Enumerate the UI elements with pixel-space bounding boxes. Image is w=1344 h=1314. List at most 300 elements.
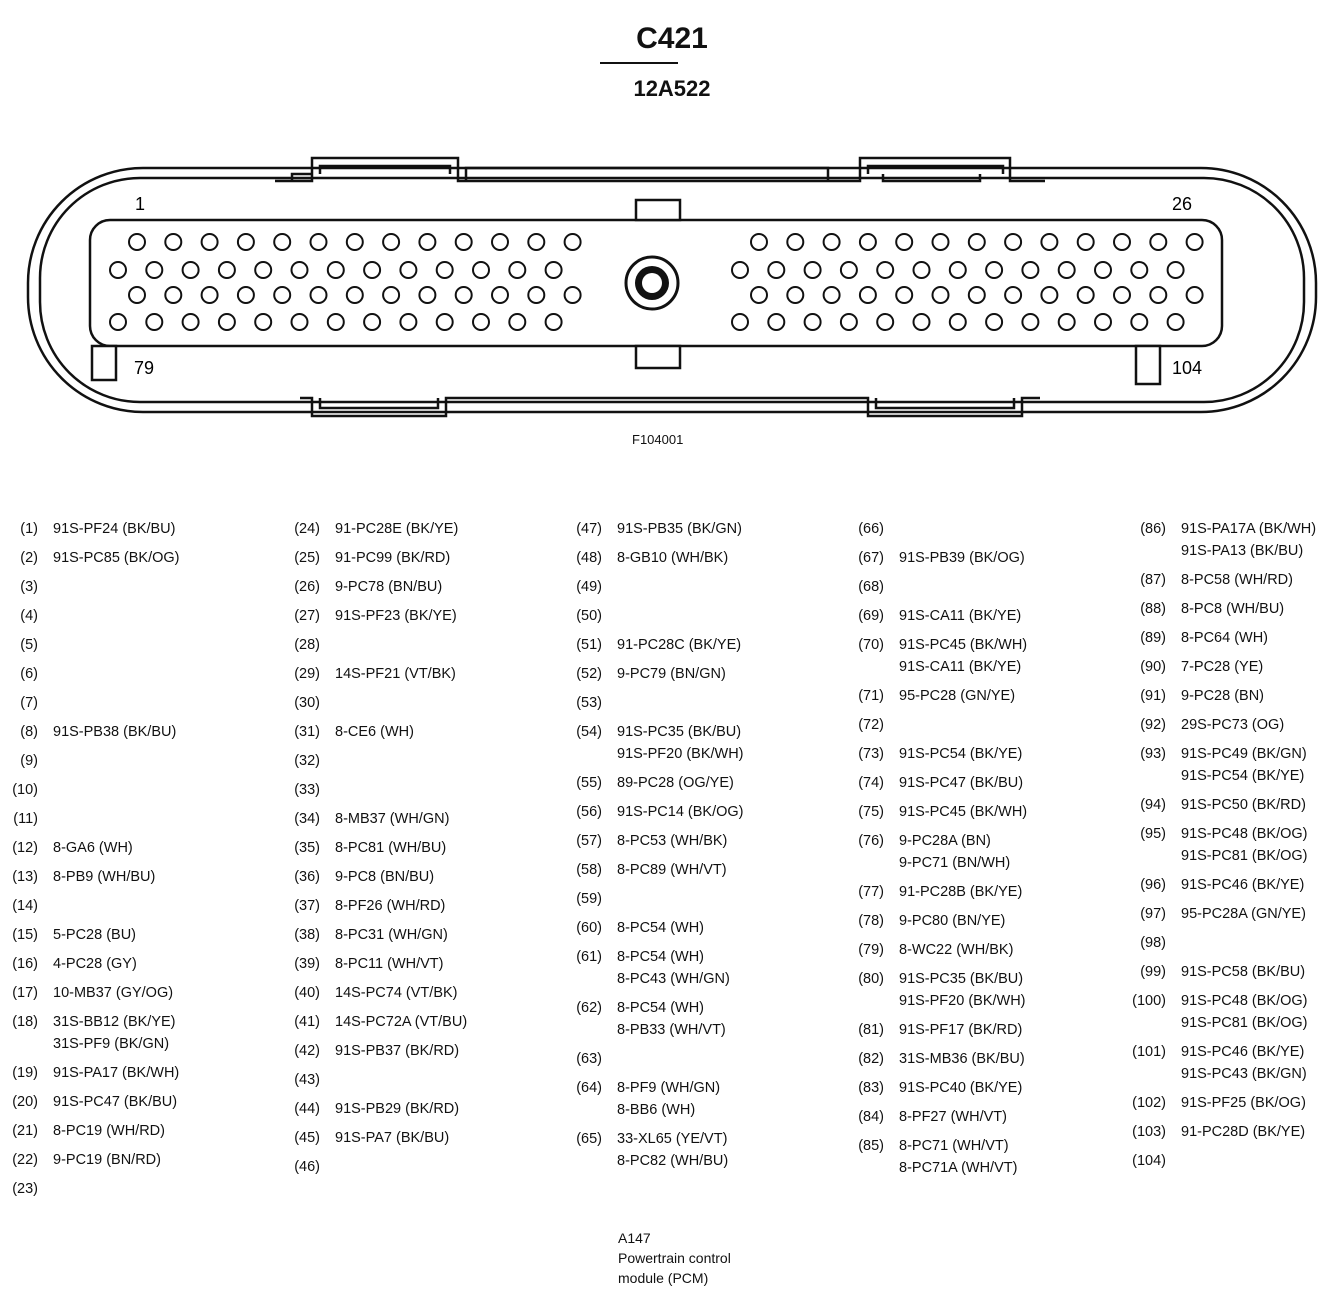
pin-hole — [1041, 234, 1057, 250]
pin-row — [0, 605, 180, 627]
pin-number: (54) — [576, 724, 602, 740]
pin-wires — [1181, 518, 1316, 562]
pin-hole — [1095, 262, 1111, 278]
pin-wires — [53, 866, 155, 888]
pin-number: (1) — [20, 521, 38, 537]
pin-row — [564, 859, 744, 881]
pin-number: (62) — [576, 1000, 602, 1016]
pin-number: (56) — [576, 804, 602, 820]
pin-row — [282, 895, 467, 917]
wire-circuit: 91S-PC50 (BK/RD) — [1181, 797, 1306, 813]
pin-number: (73) — [858, 746, 884, 762]
wire-circuit: 8-MB37 (WH/GN) — [335, 811, 450, 827]
pin-row — [846, 605, 1027, 627]
pin-row — [0, 779, 180, 801]
pin-number: (59) — [576, 891, 602, 907]
pin-wires — [899, 772, 1023, 794]
pin-row — [846, 685, 1027, 707]
pin-wires — [899, 1048, 1025, 1070]
pin-number: (11) — [13, 811, 38, 827]
pin-row — [1126, 518, 1316, 562]
wire-circuit: 9-PC19 (BN/RD) — [53, 1152, 161, 1168]
pin-row — [1126, 569, 1316, 591]
pin-number: (44) — [294, 1101, 320, 1117]
pin-row — [846, 1135, 1027, 1179]
pin-hole — [165, 287, 181, 303]
pin-wires — [335, 924, 448, 946]
pin-wires — [617, 997, 726, 1041]
wire-circuit: 91S-PC81 (BK/OG) — [1181, 848, 1308, 864]
pin-number: (35) — [294, 840, 320, 856]
pin-row — [282, 982, 467, 1004]
pin-hole — [546, 314, 562, 330]
pin-wires — [1181, 743, 1307, 787]
pin-row — [564, 663, 744, 685]
pin-hole — [1041, 287, 1057, 303]
pin-hole — [328, 314, 344, 330]
wire-circuit: 8-PC53 (WH/BK) — [617, 833, 728, 849]
pin-wires — [335, 1040, 459, 1062]
title-underline — [600, 62, 678, 64]
pin-hole — [914, 314, 930, 330]
wire-circuit: 8-PF26 (WH/RD) — [335, 898, 446, 914]
pin-hole — [751, 234, 767, 250]
pin-number: (15) — [12, 927, 38, 943]
pin-row — [1126, 656, 1316, 678]
pin-row — [846, 1106, 1027, 1128]
pin-row — [564, 997, 744, 1041]
pin-wires — [899, 547, 1025, 569]
pin-number: (60) — [576, 920, 602, 936]
pin-row — [846, 801, 1027, 823]
pin-row — [846, 1019, 1027, 1041]
pin-row — [846, 939, 1027, 961]
pin-number: (65) — [576, 1131, 602, 1147]
pin-wires — [617, 859, 727, 881]
pin-number: (3) — [20, 579, 38, 595]
connector-face-diagram — [0, 150, 1344, 420]
pin-wires — [1181, 874, 1304, 896]
wire-circuit: 8-PC19 (WH/RD) — [53, 1123, 165, 1139]
wire-circuit: 95-PC28A (GN/YE) — [1181, 906, 1306, 922]
pin-number: (97) — [1140, 906, 1166, 922]
wire-circuit: 91-PC28C (BK/YE) — [617, 637, 742, 653]
pin-wires — [1181, 714, 1284, 736]
pin-hole — [751, 287, 767, 303]
wire-circuit: 14S-PC72A (VT/BU) — [335, 1014, 468, 1030]
pin-number: (64) — [576, 1080, 602, 1096]
pin-number: (12) — [12, 840, 38, 856]
pin-hole — [1005, 234, 1021, 250]
pin-number: (78) — [858, 913, 884, 929]
pin-wires — [335, 808, 449, 830]
pin-wires — [1181, 656, 1263, 678]
wire-circuit: 91S-PF17 (BK/RD) — [899, 1022, 1023, 1038]
pin-number: (69) — [858, 608, 884, 624]
pin-row — [846, 714, 1027, 736]
pin-number: (26) — [294, 579, 320, 595]
pin-wires — [335, 866, 434, 888]
pin-row — [564, 830, 744, 852]
wire-circuit: 91-PC28D (BK/YE) — [1181, 1124, 1306, 1140]
pin-row — [282, 721, 467, 743]
pin-number: (89) — [1140, 630, 1166, 646]
pinout-column — [846, 518, 1027, 1186]
pin-number: (58) — [576, 862, 602, 878]
pin-number: (63) — [576, 1051, 602, 1067]
pin-hole — [841, 262, 857, 278]
wire-circuit: 8-PB33 (WH/VT) — [617, 1022, 726, 1038]
pin-hole — [492, 287, 508, 303]
wire-circuit: 91S-PB37 (BK/RD) — [335, 1043, 460, 1059]
pin-row — [0, 895, 180, 917]
pin-hole — [437, 262, 453, 278]
pin-hole — [311, 287, 327, 303]
pin-row — [0, 924, 180, 946]
pin-number: (41) — [294, 1014, 320, 1030]
wire-circuit: 14S-PF21 (VT/BK) — [335, 666, 456, 682]
pin-wires — [899, 605, 1021, 627]
pin-row — [0, 750, 180, 772]
pin-hole — [1168, 262, 1184, 278]
figure-id: F104001 — [632, 432, 684, 447]
pin-row — [846, 968, 1027, 1012]
wire-circuit: 8-BB6 (WH) — [617, 1102, 696, 1118]
pin-row — [1126, 598, 1316, 620]
pin-number: (102) — [1132, 1095, 1166, 1111]
pin-row — [1126, 1092, 1316, 1114]
wire-circuit: 7-PC28 (YE) — [1181, 659, 1264, 675]
pin-number: (38) — [294, 927, 320, 943]
pin-wires — [335, 1011, 467, 1033]
pin-hole — [1150, 234, 1166, 250]
pin-row — [564, 946, 744, 990]
pin-row — [1126, 627, 1316, 649]
pin-hole — [328, 262, 344, 278]
pin-hole — [1005, 287, 1021, 303]
pin-row — [282, 576, 467, 598]
pin-row — [0, 721, 180, 743]
pin-number: (10) — [12, 782, 38, 798]
wire-circuit: 91S-PF20 (BK/WH) — [617, 746, 744, 762]
pin-number: (55) — [576, 775, 602, 791]
wire-circuit: 91S-PC85 (BK/OG) — [53, 550, 180, 566]
pin-wires — [53, 1149, 161, 1171]
pin-row — [1126, 685, 1316, 707]
pin-wires — [1181, 598, 1284, 620]
pin-number: (66) — [858, 521, 884, 537]
pin-number: (8) — [20, 724, 38, 740]
pin-wires — [1181, 903, 1306, 925]
module-name-line1: Powertrain control — [618, 1250, 731, 1266]
pin-row — [1126, 794, 1316, 816]
pin-row — [0, 837, 180, 859]
pin-row — [282, 837, 467, 859]
pin-hole — [914, 262, 930, 278]
pin-number: (61) — [576, 949, 602, 965]
pin-wires — [335, 663, 456, 685]
wire-circuit: 10-MB37 (GY/OG) — [53, 985, 174, 1001]
module-ref: A147 — [618, 1230, 651, 1246]
pin-wires — [617, 634, 741, 656]
pin-wires — [1181, 990, 1308, 1034]
pin-row — [0, 808, 180, 830]
wire-circuit: 8-PB9 (WH/BU) — [53, 869, 156, 885]
wire-circuit: 91S-CA11 (BK/YE) — [899, 608, 1022, 624]
pin-number: (72) — [858, 717, 884, 733]
pin-wires — [899, 1135, 1017, 1179]
pin-row — [1126, 961, 1316, 983]
pin-hole — [841, 314, 857, 330]
pin-number: (43) — [294, 1072, 320, 1088]
pin-hole — [565, 287, 581, 303]
wire-circuit: 91S-PC45 (BK/WH) — [899, 637, 1028, 653]
pin-hole — [492, 234, 508, 250]
pin-hole — [969, 234, 985, 250]
pin-number: (50) — [576, 608, 602, 624]
pin-wires — [899, 801, 1027, 823]
pin-hole — [877, 262, 893, 278]
wire-circuit: 91S-PC54 (BK/YE) — [899, 746, 1023, 762]
pin-number: (57) — [576, 833, 602, 849]
pin-number: (24) — [294, 521, 320, 537]
pin-hole — [986, 314, 1002, 330]
pin-number: (30) — [294, 695, 320, 711]
pin-hole — [1078, 234, 1094, 250]
pin-number: (83) — [858, 1080, 884, 1096]
pin-hole — [933, 287, 949, 303]
pin-hole — [860, 234, 876, 250]
pin-row — [846, 743, 1027, 765]
pin-number: (37) — [294, 898, 320, 914]
pin-number: (6) — [20, 666, 38, 682]
pin-hole — [1022, 314, 1038, 330]
pin-hole — [219, 262, 235, 278]
wire-circuit: 14S-PC74 (VT/BK) — [335, 985, 458, 1001]
pin-wires — [617, 801, 744, 823]
pin-row — [282, 518, 467, 540]
pin-number: (94) — [1140, 797, 1166, 813]
pin-hole — [202, 287, 218, 303]
pin-hole — [1187, 287, 1203, 303]
pin-row — [1126, 743, 1316, 787]
pin-row — [282, 1069, 467, 1091]
pin-row — [564, 721, 744, 765]
pinout-column — [1126, 518, 1316, 1179]
wire-circuit: 91S-PC54 (BK/YE) — [1181, 768, 1305, 784]
pin-row — [0, 1091, 180, 1113]
pin-row — [282, 866, 467, 888]
wire-circuit: 8-PC58 (WH/RD) — [1181, 572, 1293, 588]
wire-circuit: 91S-PB38 (BK/BU) — [53, 724, 177, 740]
pin-wires — [335, 982, 458, 1004]
pin-number: (36) — [294, 869, 320, 885]
pin-hole — [400, 262, 416, 278]
pin-row — [282, 808, 467, 830]
pin-hole — [419, 287, 435, 303]
wire-circuit: 91S-PC46 (BK/YE) — [1181, 1044, 1305, 1060]
pin-hole — [311, 234, 327, 250]
pin-number: (76) — [858, 833, 884, 849]
pin-wires — [335, 953, 444, 975]
pin-row — [1126, 1121, 1316, 1143]
pin-row — [564, 692, 744, 714]
pin-number: (19) — [12, 1065, 38, 1081]
pin-wires — [617, 946, 730, 990]
pin-row — [282, 1011, 467, 1033]
wire-circuit: 91S-PC48 (BK/OG) — [1181, 993, 1308, 1009]
pin-wires — [617, 663, 726, 685]
pin-hole — [238, 287, 254, 303]
pin-row — [564, 888, 744, 910]
pin-number: (98) — [1140, 935, 1166, 951]
pin-number: (47) — [576, 521, 602, 537]
pin-label-79: 79 — [134, 358, 155, 378]
pin-hole — [1187, 234, 1203, 250]
pin-wires — [617, 917, 704, 939]
pin-wires — [899, 1019, 1022, 1041]
pin-hole — [110, 314, 126, 330]
pin-row — [846, 830, 1027, 874]
pin-hole — [1131, 314, 1147, 330]
pin-row — [1126, 932, 1316, 954]
pin-number: (74) — [858, 775, 884, 791]
pin-number: (28) — [294, 637, 320, 653]
pin-hole — [1114, 234, 1130, 250]
pin-hole — [255, 262, 271, 278]
pin-hole — [787, 234, 803, 250]
pin-number: (71) — [858, 688, 884, 704]
pin-number: (95) — [1140, 826, 1166, 842]
pin-row — [0, 634, 180, 656]
pin-number: (70) — [858, 637, 884, 653]
pin-number: (104) — [1132, 1153, 1166, 1169]
pin-hole — [805, 314, 821, 330]
pin-hole — [546, 262, 562, 278]
wire-circuit: 29S-PC73 (OG) — [1181, 717, 1285, 733]
pin-number: (79) — [858, 942, 884, 958]
pin-wires — [53, 518, 176, 540]
pin-number: (2) — [20, 550, 38, 566]
wire-circuit: 91S-PC47 (BK/BU) — [899, 775, 1024, 791]
pin-wires — [335, 1098, 459, 1120]
pin-number: (49) — [576, 579, 602, 595]
pin-wires — [899, 881, 1022, 903]
pin-number: (100) — [1132, 993, 1166, 1009]
pin-hole — [255, 314, 271, 330]
wire-circuit: 8-PC81 (WH/BU) — [335, 840, 447, 856]
pin-hole — [509, 314, 525, 330]
pin-row — [564, 917, 744, 939]
pin-hole — [933, 234, 949, 250]
pin-row — [564, 801, 744, 823]
wire-circuit: 89-PC28 (OG/YE) — [617, 775, 734, 791]
pin-wires — [53, 1120, 165, 1142]
wire-circuit: 91S-PC40 (BK/YE) — [899, 1080, 1023, 1096]
pin-row — [564, 1077, 744, 1121]
pin-hole — [768, 314, 784, 330]
pin-wires — [899, 634, 1027, 678]
pin-wires — [53, 1011, 176, 1055]
pin-hole — [896, 234, 912, 250]
pin-row — [0, 1120, 180, 1142]
pin-number: (14) — [12, 898, 38, 914]
pinout-column — [0, 518, 180, 1207]
wire-circuit: 9-PC78 (BN/BU) — [335, 579, 443, 595]
pin-number: (48) — [576, 550, 602, 566]
pin-row — [0, 982, 180, 1004]
wire-circuit: 8-CE6 (WH) — [335, 724, 414, 740]
pin-row — [282, 1040, 467, 1062]
pin-wires — [617, 1128, 728, 1172]
pin-row — [1126, 714, 1316, 736]
pin-hole — [364, 262, 380, 278]
pin-number: (85) — [858, 1138, 884, 1154]
pin-number: (21) — [12, 1123, 38, 1139]
pin-wires — [53, 721, 176, 743]
pin-wires — [53, 1091, 177, 1113]
pin-hole — [787, 287, 803, 303]
wire-circuit: 31S-PF9 (BK/GN) — [53, 1036, 170, 1052]
pin-hole — [456, 287, 472, 303]
pin-row — [1126, 1150, 1316, 1172]
pin-wires — [53, 547, 180, 569]
pin-wires — [1181, 685, 1264, 707]
pin-row — [564, 1048, 744, 1070]
pin-row — [846, 1048, 1027, 1070]
pin-hole — [528, 234, 544, 250]
pin-row — [564, 576, 744, 598]
pin-row — [282, 547, 467, 569]
wire-circuit: 91S-PC35 (BK/BU) — [617, 724, 742, 740]
pin-row — [0, 1178, 180, 1200]
pin-number: (42) — [294, 1043, 320, 1059]
pin-row — [282, 605, 467, 627]
pin-row — [282, 779, 467, 801]
pin-row — [846, 910, 1027, 932]
wire-circuit: 91S-PC49 (BK/GN) — [1181, 746, 1307, 762]
pin-wires — [1181, 627, 1268, 649]
pin-row — [1126, 903, 1316, 925]
wire-circuit: 91S-PC14 (BK/OG) — [617, 804, 744, 820]
wire-circuit: 8-PC11 (WH/VT) — [335, 956, 444, 972]
pin-hole — [824, 287, 840, 303]
pin-label-26: 26 — [1172, 194, 1193, 214]
pin-wires — [335, 518, 458, 540]
wire-circuit: 91S-PB35 (BK/GN) — [617, 521, 742, 537]
pin-row — [846, 634, 1027, 678]
pin-number: (5) — [20, 637, 38, 653]
pin-hole — [292, 314, 308, 330]
pin-wires — [1181, 1092, 1306, 1114]
pinout-column — [282, 518, 467, 1185]
pin-number: (23) — [12, 1181, 38, 1197]
wire-circuit: 8-PC89 (WH/VT) — [617, 862, 727, 878]
wire-circuit: 9-PC71 (BN/WH) — [899, 855, 1011, 871]
pin-wires — [899, 910, 1005, 932]
module-name-line2: module (PCM) — [618, 1270, 709, 1286]
pin-hole — [437, 314, 453, 330]
pin-hole — [129, 234, 145, 250]
pin-number: (67) — [858, 550, 884, 566]
wire-circuit: 8-PC43 (WH/GN) — [617, 971, 730, 987]
pin-hole — [860, 287, 876, 303]
pin-hole — [565, 234, 581, 250]
wire-circuit: 31S-BB12 (BK/YE) — [53, 1014, 176, 1030]
pin-number: (96) — [1140, 877, 1166, 893]
pin-row — [564, 772, 744, 794]
pin-row — [846, 576, 1027, 598]
